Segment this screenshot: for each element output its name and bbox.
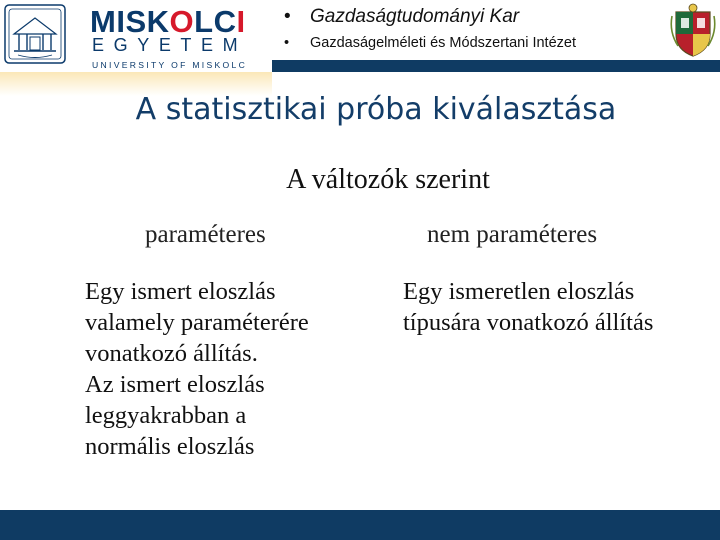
slide-header <box>0 0 720 72</box>
left-column-body <box>85 276 365 462</box>
institute-line <box>284 35 576 51</box>
footer-bar <box>0 510 720 540</box>
body-line: Az ismert eloszlás <box>85 371 265 398</box>
body-line: leggyakrabban a <box>85 402 247 429</box>
faculty-label: Gazdaságtudományi Kar <box>310 6 520 27</box>
university-logo <box>0 0 272 72</box>
city-coat-of-arms-icon <box>668 2 718 58</box>
right-column-heading: nem paraméteres <box>427 221 598 248</box>
body-line: vonatkozó állítás. <box>85 340 258 367</box>
body-line: Egy ismert eloszlás <box>85 278 276 305</box>
bullet-icon: • <box>284 35 290 51</box>
bullet-icon: • <box>284 6 291 27</box>
body-line: Egy ismeretlen eloszlás <box>403 278 635 305</box>
university-name-english: UNIVERSITY OF MISKOLC <box>92 60 248 70</box>
university-name-sub: EGYETEM <box>92 35 248 55</box>
university-wordmark <box>90 4 266 68</box>
body-line: valamely paraméterére <box>85 309 309 336</box>
left-column-heading: paraméteres <box>145 221 266 248</box>
university-name-main: MISKOLCI <box>90 4 246 39</box>
right-column-body <box>403 276 713 338</box>
slide-title: A statisztikai próba kiválasztása <box>135 92 617 127</box>
slide-subtitle: A változók szerint <box>286 164 490 195</box>
body-line: típusára vonatkozó állítás <box>403 309 654 336</box>
faculty-line <box>284 6 519 28</box>
body-line: normális eloszlás <box>85 433 255 460</box>
institute-label: Gazdaságelméleti és Módszertani Intézet <box>310 35 576 51</box>
header-accent-bar <box>272 60 720 72</box>
university-crest-icon <box>4 4 66 64</box>
